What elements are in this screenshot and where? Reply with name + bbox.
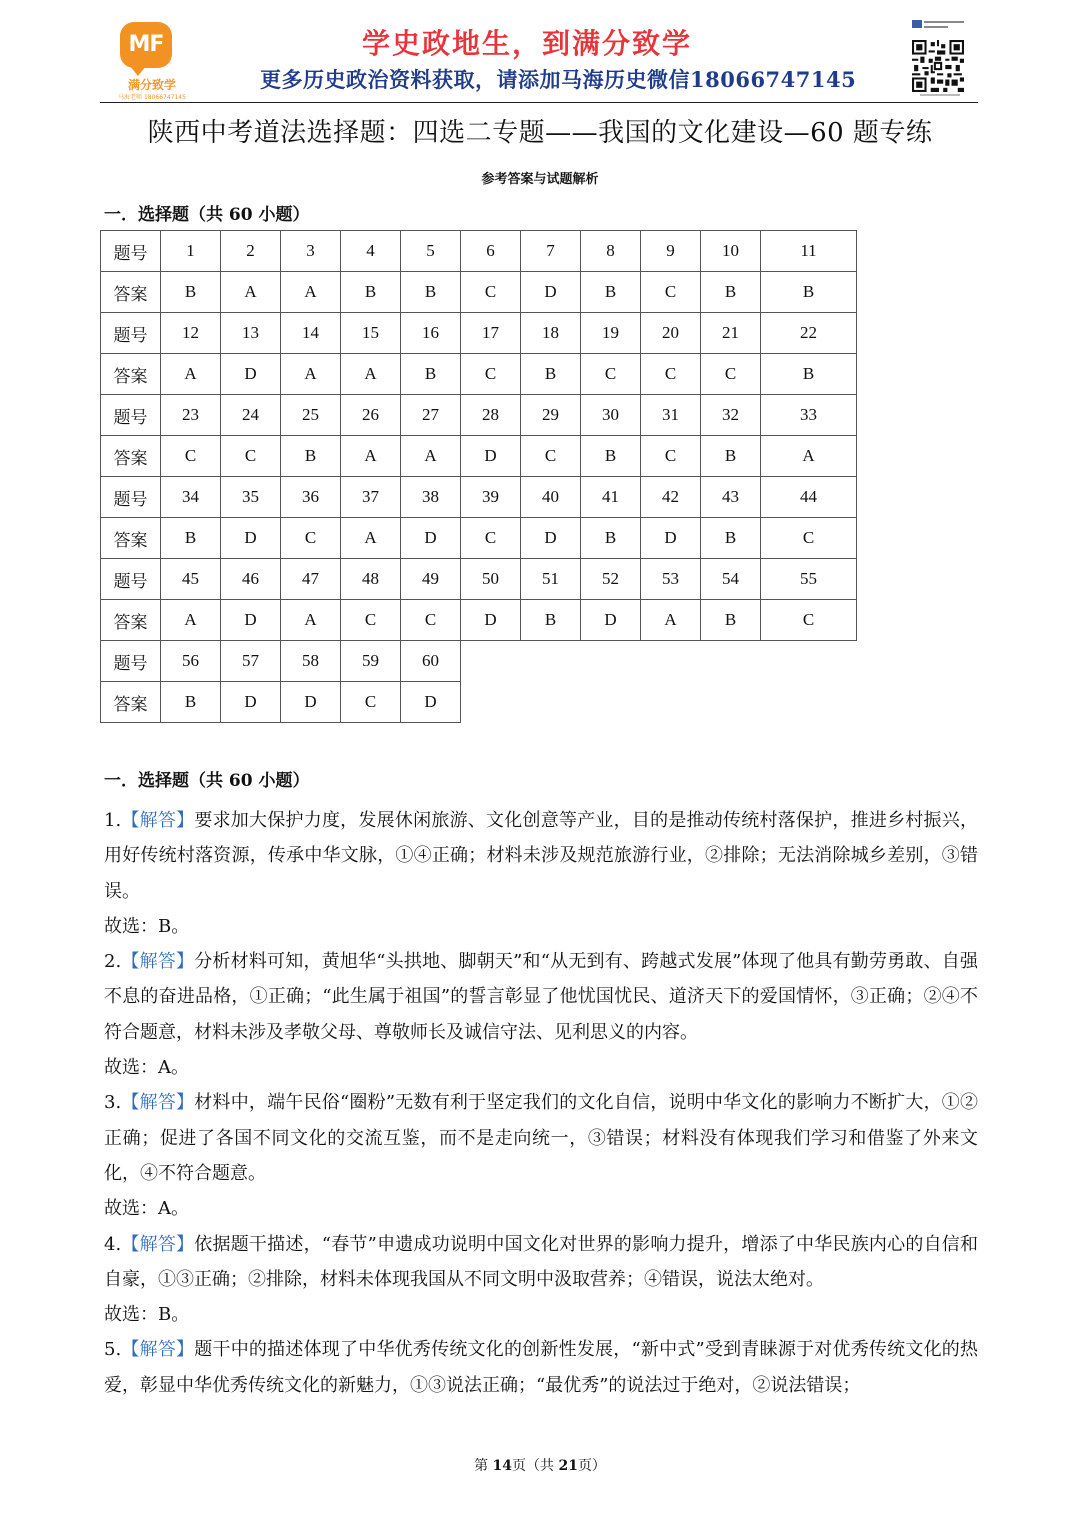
question-number-cell: 53 [641, 559, 701, 600]
question-number-cell: 49 [401, 559, 461, 600]
question-number-cell: 13 [221, 313, 281, 354]
qr-code-icon [912, 40, 964, 92]
answer-cell: D [221, 600, 281, 641]
question-number-cell: 47 [281, 559, 341, 600]
question-number-cell: 15 [341, 313, 401, 354]
question-label: 题号 [101, 559, 161, 600]
page-footer [0, 1455, 1080, 1475]
solution-paragraph [104, 1332, 978, 1403]
empty-cell [761, 682, 857, 723]
question-number-cell: 40 [521, 477, 581, 518]
answer-cell: C [341, 600, 401, 641]
answer-cell: A [161, 600, 221, 641]
answer-cell: D [461, 436, 521, 477]
answer-cell: C [701, 354, 761, 395]
question-number-cell: 35 [221, 477, 281, 518]
answer-cell: B [161, 518, 221, 559]
solution-text: 要求加大保护力度，发展休闲旅游、文化创意等产业，目的是推动传统村落保护，推进乡村振兴，用好传统村落资源，传承中华文脉，①④正确；材料未涉及规范旅游行业，②排除；无法消除城乡差别，③错误。 [104, 810, 979, 902]
question-number-cell: 1 [161, 231, 221, 272]
answer-cell: A [401, 436, 461, 477]
solution-number: 4. [104, 1233, 122, 1255]
question-number-cell: 4 [341, 231, 401, 272]
question-number-cell: 33 [761, 395, 857, 436]
answer-cell: C [641, 354, 701, 395]
answer-row [101, 354, 857, 395]
answer-cell: D [401, 518, 461, 559]
qr-caption [912, 20, 968, 42]
answer-row [101, 600, 857, 641]
question-label: 题号 [101, 395, 161, 436]
answer-cell: B [701, 436, 761, 477]
solution-text: 材料中，端午民俗“圈粉”无数有利于坚定我们的文化自信，说明中华文化的影响力不断扩大，①②正确；促进了各国不同文化的交流互鉴，而不是走向统一，③错误；材料没有体现我们学习和借鉴了外来文化，④不符合题意。 [104, 1092, 979, 1184]
question-number-row [101, 313, 857, 354]
answer-cell: D [221, 354, 281, 395]
empty-cell [581, 682, 641, 723]
answer-row [101, 682, 857, 723]
answer-row [101, 272, 857, 313]
answer-cell: D [641, 518, 701, 559]
logo-mark: MF [120, 22, 172, 68]
solution-choice: 故选：A。 [104, 1198, 189, 1220]
empty-cell [521, 641, 581, 682]
question-number-cell: 44 [761, 477, 857, 518]
question-number-row [101, 641, 857, 682]
section-heading-solutions: 一．选择题（共 60 小题） [104, 771, 310, 791]
solution-list [104, 803, 978, 1403]
answer-cell: B [401, 272, 461, 313]
solution-paragraph [104, 1085, 978, 1191]
answer-cell: B [701, 518, 761, 559]
answer-cell: C [581, 354, 641, 395]
answer-cell: A [281, 354, 341, 395]
question-label: 题号 [101, 641, 161, 682]
solution-text: 分析材料可知，黄旭华“头拱地、脚朝天”和“从无到有、跨越式发展”体现了他具有勤劳勇敢、自强不息的奋进品格，①正确；“此生属于祖国”的誓言彰显了他忧国忧民、道济天下的爱国情怀，③正确；②④不符合题意，材料未涉及孝敬父母、尊敬师长及诚信守法、见利思义的内容。 [104, 951, 979, 1043]
answer-label: 答案 [101, 600, 161, 641]
answer-label: 答案 [101, 354, 161, 395]
solution-tag: 【解答】 [121, 1233, 195, 1255]
question-number-cell: 5 [401, 231, 461, 272]
question-number-cell: 10 [701, 231, 761, 272]
solution-number: 2. [104, 951, 122, 973]
question-number-cell: 6 [461, 231, 521, 272]
answer-cell: C [761, 518, 857, 559]
answer-label: 答案 [101, 518, 161, 559]
answer-cell: A [761, 436, 857, 477]
answer-label: 答案 [101, 682, 161, 723]
question-number-cell: 28 [461, 395, 521, 436]
question-number-cell: 2 [221, 231, 281, 272]
empty-cell [641, 682, 701, 723]
solution-number: 1. [104, 810, 122, 831]
answer-cell: D [581, 600, 641, 641]
answer-cell: B [401, 354, 461, 395]
question-number-cell: 26 [341, 395, 401, 436]
answer-cell: B [701, 600, 761, 641]
answer-label: 答案 [101, 436, 161, 477]
solution-number: 5. [104, 1339, 122, 1361]
answer-cell: C [461, 518, 521, 559]
question-number-cell: 12 [161, 313, 221, 354]
question-number-cell: 19 [581, 313, 641, 354]
question-number-cell: 18 [521, 313, 581, 354]
answer-cell: C [461, 354, 521, 395]
answer-cell: A [161, 354, 221, 395]
document-subtitle: 参考答案与试题解析 [481, 172, 599, 187]
question-number-cell: 48 [341, 559, 401, 600]
brand-logo [112, 22, 186, 101]
answer-cell: A [641, 600, 701, 641]
question-number-cell: 22 [761, 313, 857, 354]
question-number-cell: 23 [161, 395, 221, 436]
answer-row [101, 436, 857, 477]
question-number-cell: 55 [761, 559, 857, 600]
solution-number: 3. [104, 1092, 122, 1114]
answer-row [101, 518, 857, 559]
question-number-cell: 3 [281, 231, 341, 272]
question-number-cell: 31 [641, 395, 701, 436]
answer-cell: D [221, 682, 281, 723]
question-number-cell: 46 [221, 559, 281, 600]
answer-cell: C [641, 272, 701, 313]
empty-cell [461, 682, 521, 723]
solution-text: 题干中的描述体现了中华优秀传统文化的创新性发展，“新中式”受到青睐源于对优秀传统文化的热爱，彰显中华优秀传统文化的新魅力，①③说法正确；“最优秀”的说法过于绝对，②说法错误； [104, 1339, 979, 1396]
answer-cell: D [401, 682, 461, 723]
question-number-cell: 24 [221, 395, 281, 436]
document-title: 陕西中考道法选择题：四选二专题——我国的文化建设—60 题专练 [147, 118, 933, 148]
empty-cell [761, 641, 857, 682]
solution-choice: 故选：A。 [104, 1057, 189, 1079]
empty-cell [521, 682, 581, 723]
answer-cell: C [221, 436, 281, 477]
solution-choice: 故选：B。 [104, 915, 190, 937]
question-label: 题号 [101, 313, 161, 354]
answer-cell: C [761, 600, 857, 641]
answer-cell: B [701, 272, 761, 313]
answer-cell: B [161, 272, 221, 313]
question-number-cell: 42 [641, 477, 701, 518]
answer-cell: B [581, 272, 641, 313]
footer-page-number: 14 [492, 1458, 512, 1474]
answer-label: 答案 [101, 272, 161, 313]
question-number-cell: 41 [581, 477, 641, 518]
answer-cell: B [581, 518, 641, 559]
answer-cell: B [761, 272, 857, 313]
question-number-cell: 57 [221, 641, 281, 682]
answer-cell: C [341, 682, 401, 723]
question-number-cell: 9 [641, 231, 701, 272]
logo-subtitle: 马海老师 18066747145 [118, 94, 186, 101]
question-number-cell: 50 [461, 559, 521, 600]
question-number-cell: 58 [281, 641, 341, 682]
empty-cell [581, 641, 641, 682]
solution-tag: 【解答】 [121, 810, 195, 831]
empty-cell [641, 641, 701, 682]
solution-choice: 故选：B。 [104, 1304, 190, 1326]
solution-text: 依据题干描述，“春节”申遗成功说明中国文化对世界的影响力提升，增添了中华民族内心的自信和自豪，①③正确；②排除，材料未体现我国从不同文明中汲取营养；④错误，说法太绝对。 [104, 1233, 979, 1290]
answer-cell: B [341, 272, 401, 313]
question-number-row [101, 559, 857, 600]
answer-cell: D [221, 518, 281, 559]
qr-caption-line [920, 94, 960, 96]
answer-cell: D [461, 600, 521, 641]
question-number-cell: 11 [761, 231, 857, 272]
answer-cell: C [641, 436, 701, 477]
empty-cell [701, 641, 761, 682]
footer-prefix: 第 [474, 1458, 493, 1474]
question-number-cell: 29 [521, 395, 581, 436]
question-number-cell: 51 [521, 559, 581, 600]
header-slogan: 学史政地生，到满分致学 [362, 27, 693, 60]
question-number-cell: 45 [161, 559, 221, 600]
answer-cell: C [521, 436, 581, 477]
footer-middle: 页（共 [512, 1458, 559, 1474]
page-header [100, 8, 978, 103]
answer-cell: B [161, 682, 221, 723]
solution-tag: 【解答】 [121, 1092, 195, 1114]
answer-table [100, 230, 857, 723]
answer-cell: A [341, 354, 401, 395]
question-number-row [101, 477, 857, 518]
solution-paragraph [104, 944, 978, 1050]
question-number-cell: 38 [401, 477, 461, 518]
answer-cell: A [281, 272, 341, 313]
question-number-cell: 16 [401, 313, 461, 354]
answer-cell: C [161, 436, 221, 477]
question-label: 题号 [101, 477, 161, 518]
question-number-cell: 37 [341, 477, 401, 518]
question-number-row [101, 231, 857, 272]
empty-cell [461, 641, 521, 682]
answer-cell: A [341, 518, 401, 559]
empty-cell [701, 682, 761, 723]
question-number-cell: 25 [281, 395, 341, 436]
solution-tag: 【解答】 [121, 1339, 195, 1361]
answer-cell: B [281, 436, 341, 477]
question-number-cell: 39 [461, 477, 521, 518]
question-label: 题号 [101, 231, 161, 272]
question-number-cell: 27 [401, 395, 461, 436]
answer-cell: C [461, 272, 521, 313]
answer-cell: B [521, 354, 581, 395]
footer-total-pages: 21 [558, 1458, 578, 1474]
question-number-cell: 14 [281, 313, 341, 354]
solution-paragraph [104, 1227, 978, 1298]
question-number-cell: 20 [641, 313, 701, 354]
solution-paragraph [104, 803, 978, 909]
question-number-row [101, 395, 857, 436]
question-number-cell: 43 [701, 477, 761, 518]
answer-cell: D [521, 272, 581, 313]
answer-cell: A [281, 600, 341, 641]
question-number-cell: 56 [161, 641, 221, 682]
question-number-cell: 52 [581, 559, 641, 600]
logo-name: 满分致学 [127, 78, 176, 92]
footer-suffix: 页） [577, 1458, 606, 1474]
answer-cell: D [521, 518, 581, 559]
answer-cell: A [221, 272, 281, 313]
question-number-cell: 17 [461, 313, 521, 354]
question-number-cell: 21 [701, 313, 761, 354]
question-number-cell: 8 [581, 231, 641, 272]
answer-cell: A [341, 436, 401, 477]
answer-cell: C [401, 600, 461, 641]
answer-cell: B [761, 354, 857, 395]
question-number-cell: 32 [701, 395, 761, 436]
answer-cell: C [281, 518, 341, 559]
solution-tag: 【解答】 [121, 951, 195, 973]
answer-cell: D [281, 682, 341, 723]
question-number-cell: 36 [281, 477, 341, 518]
answer-cell: B [581, 436, 641, 477]
section-heading-answers: 一．选择题（共 60 小题） [104, 205, 310, 225]
question-number-cell: 34 [161, 477, 221, 518]
answer-cell: B [521, 600, 581, 641]
question-number-cell: 30 [581, 395, 641, 436]
question-number-cell: 54 [701, 559, 761, 600]
question-number-cell: 60 [401, 641, 461, 682]
question-number-cell: 59 [341, 641, 401, 682]
header-contact: 更多历史政治资料获取，请添加马海历史微信18066747145 [260, 67, 857, 92]
question-number-cell: 7 [521, 231, 581, 272]
